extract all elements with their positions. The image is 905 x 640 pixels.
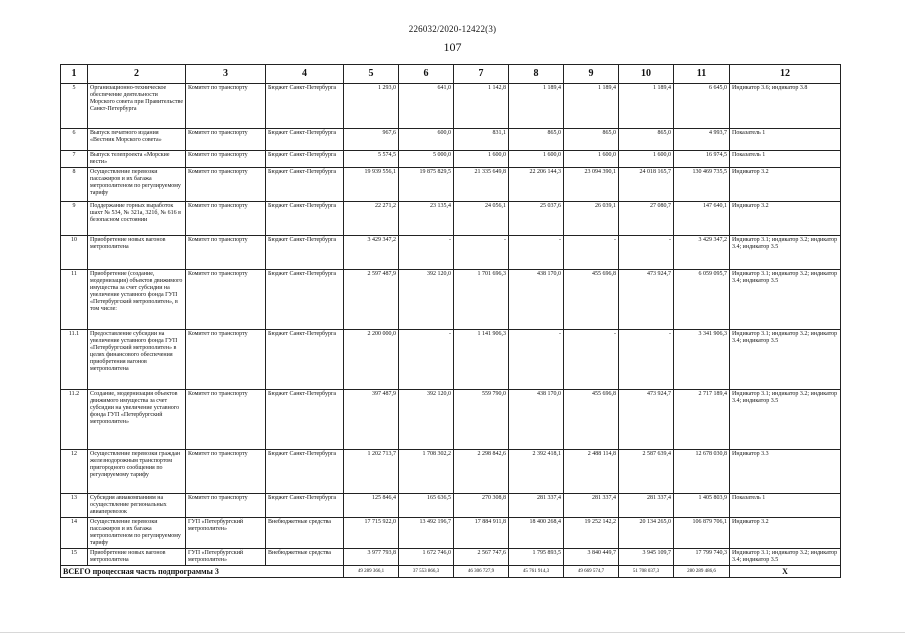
amount-cell: 1 405 803,9 xyxy=(674,494,730,518)
amount-cell: 6 645,0 xyxy=(674,84,730,129)
document-number: 226032/2020-12422(3) xyxy=(408,24,497,34)
amount-cell: 12 678 030,8 xyxy=(674,450,730,494)
activity-name-cell: Выпуск телепроекта «Морские вести» xyxy=(88,151,186,168)
table-row xyxy=(61,129,841,151)
amount-cell: 19 875 829,5 xyxy=(399,168,454,202)
total-amount-cell: 45 761 914,3 xyxy=(509,566,564,578)
row-number-cell: 12 xyxy=(61,450,88,494)
amount-cell: 1 142,8 xyxy=(454,84,509,129)
activity-name-cell: Приобретение (создание, модернизация) объектов движимого имущества за счет субсидии на увеличение уставного фонда ГУП «Петербургский метрополитен», в том числе: xyxy=(88,270,186,330)
table-row xyxy=(61,450,841,494)
row-number-cell: 9 xyxy=(61,202,88,236)
amount-cell: 2 597 487,9 xyxy=(344,270,399,330)
column-header: 2 xyxy=(88,65,186,84)
amount-cell: 270 308,8 xyxy=(454,494,509,518)
amount-cell: 19 939 556,1 xyxy=(344,168,399,202)
table-row xyxy=(61,390,841,450)
indicator-cell: Индикатор 3.2 xyxy=(730,202,841,236)
indicator-cell: Индикатор 3.1; индикатор 3.2; индикатор 3.4; индикатор 3.5 xyxy=(730,390,841,450)
total-amount-cell: 280 289 486,6 xyxy=(674,566,730,578)
amount-cell: 865,0 xyxy=(564,129,619,151)
indicator-cell: Показатель 1 xyxy=(730,494,841,518)
table-row xyxy=(61,168,841,202)
funding-source-cell: Бюджет Санкт-Петербурга xyxy=(266,236,344,270)
amount-cell: 1 672 746,0 xyxy=(399,549,454,566)
amount-cell: - xyxy=(564,236,619,270)
amount-cell: - xyxy=(399,330,454,390)
amount-cell: 559 790,0 xyxy=(454,390,509,450)
table-row xyxy=(61,518,841,549)
column-header: 7 xyxy=(454,65,509,84)
column-header: 1 xyxy=(61,65,88,84)
amount-cell: 23 135,4 xyxy=(399,202,454,236)
activity-name-cell: Осуществление перевозки пассажиров и их багажа метрополитеном по регулируемому тарифу xyxy=(88,518,186,549)
total-label-cell: ВСЕГО процессная часть подпрограммы 3 xyxy=(61,566,344,578)
amount-cell: 2 298 842,6 xyxy=(454,450,509,494)
amount-cell: 865,0 xyxy=(619,129,674,151)
amount-cell: 1 141 906,3 xyxy=(454,330,509,390)
funding-source-cell: Внебюджетные средства xyxy=(266,549,344,566)
amount-cell: 22 206 144,3 xyxy=(509,168,564,202)
indicator-cell: Индикатор 3.1; индикатор 3.2; индикатор 3.4; индикатор 3.5 xyxy=(730,270,841,330)
row-number-cell: 13 xyxy=(61,494,88,518)
indicator-cell: Индикатор 3.2 xyxy=(730,168,841,202)
total-amount-cell: 49 669 574,7 xyxy=(564,566,619,578)
amount-cell: - xyxy=(564,330,619,390)
amount-cell: 392 120,0 xyxy=(399,270,454,330)
column-header: 3 xyxy=(186,65,266,84)
amount-cell: 27 080,7 xyxy=(619,202,674,236)
amount-cell: 455 696,8 xyxy=(564,270,619,330)
amount-cell: 17 799 740,3 xyxy=(674,549,730,566)
funding-source-cell: Бюджет Санкт-Петербурга xyxy=(266,330,344,390)
activity-name-cell: Осуществление перевозки граждан железнодорожным транспортом пригородного сообщения по регулируемому тарифу xyxy=(88,450,186,494)
amount-cell: 147 640,1 xyxy=(674,202,730,236)
row-number-cell: 11 xyxy=(61,270,88,330)
activity-name-cell: Осуществление перевозки пассажиров и их багажа метрополитеном по регулируемому тарифу xyxy=(88,168,186,202)
total-amount-cell: 51 708 037,3 xyxy=(619,566,674,578)
executor-cell: Комитет по транспорту xyxy=(186,390,266,450)
executor-cell: Комитет по транспорту xyxy=(186,270,266,330)
row-number-cell: 14 xyxy=(61,518,88,549)
amount-cell: 2 392 418,1 xyxy=(509,450,564,494)
amount-cell: 16 974,5 xyxy=(674,151,730,168)
executor-cell: ГУП «Петербургский метрополитен» xyxy=(186,549,266,566)
amount-cell: 1 600,0 xyxy=(509,151,564,168)
amount-cell: 1 708 302,2 xyxy=(399,450,454,494)
total-amount-cell: 49 289 366,1 xyxy=(344,566,399,578)
table-row xyxy=(61,84,841,129)
amount-cell: 6 059 095,7 xyxy=(674,270,730,330)
table-row xyxy=(61,202,841,236)
executor-cell: Комитет по транспорту xyxy=(186,202,266,236)
amount-cell: 2 717 189,4 xyxy=(674,390,730,450)
activity-name-cell: Организационно-техническое обеспечение деятельности Морского совета при Правительстве Санкт-Петербурга xyxy=(88,84,186,129)
activity-name-cell: Приобретение новых вагонов метрополитена xyxy=(88,236,186,270)
funding-source-cell: Бюджет Санкт-Петербурга xyxy=(266,202,344,236)
funding-source-cell: Бюджет Санкт-Петербурга xyxy=(266,270,344,330)
column-header: 11 xyxy=(674,65,730,84)
activity-name-cell: Предоставление субсидии на увеличение уставного фонда ГУП «Петербургский метрополитен» в целях финансового обеспечения приобретения вагонов метрополитена xyxy=(88,330,186,390)
amount-cell: 1 600,0 xyxy=(564,151,619,168)
executor-cell: Комитет по транспорту xyxy=(186,330,266,390)
amount-cell: - xyxy=(509,330,564,390)
amount-cell: 1 600,0 xyxy=(454,151,509,168)
amount-cell: 1 189,4 xyxy=(619,84,674,129)
amount-cell: 17 715 922,0 xyxy=(344,518,399,549)
amount-cell: 5 574,5 xyxy=(344,151,399,168)
column-header: 9 xyxy=(564,65,619,84)
amount-cell: 1 293,0 xyxy=(344,84,399,129)
amount-cell: 473 924,7 xyxy=(619,270,674,330)
amount-cell: 438 170,0 xyxy=(509,390,564,450)
table-row xyxy=(61,236,841,270)
funding-source-cell: Бюджет Санкт-Петербурга xyxy=(266,168,344,202)
amount-cell: 2 488 114,8 xyxy=(564,450,619,494)
indicator-cell: Индикатор 3.2 xyxy=(730,518,841,549)
page-number: 107 xyxy=(443,40,462,54)
row-number-cell: 10 xyxy=(61,236,88,270)
executor-cell: Комитет по транспорту xyxy=(186,151,266,168)
amount-cell: 26 039,1 xyxy=(564,202,619,236)
activity-name-cell: Приобретение новых вагонов метрополитена xyxy=(88,549,186,566)
amount-cell: - xyxy=(619,236,674,270)
indicator-cell: Индикатор 3.1; индикатор 3.2; индикатор 3.4; индикатор 3.5 xyxy=(730,330,841,390)
amount-cell: 473 924,7 xyxy=(619,390,674,450)
total-amount-cell: 46 306 727,9 xyxy=(454,566,509,578)
amount-cell: 397 487,9 xyxy=(344,390,399,450)
executor-cell: Комитет по транспорту xyxy=(186,168,266,202)
program-table xyxy=(60,64,841,578)
executor-cell: ГУП «Петербургский метрополитен» xyxy=(186,518,266,549)
amount-cell: 3 341 906,3 xyxy=(674,330,730,390)
amount-cell: 22 271,2 xyxy=(344,202,399,236)
amount-cell: 600,0 xyxy=(399,129,454,151)
activity-name-cell: Выпуск печатного издания «Вестник Морского совета» xyxy=(88,129,186,151)
row-number-cell: 15 xyxy=(61,549,88,566)
amount-cell: - xyxy=(619,330,674,390)
amount-cell: - xyxy=(399,236,454,270)
row-number-cell: 5 xyxy=(61,84,88,129)
column-header: 6 xyxy=(399,65,454,84)
amount-cell: 2 587 639,4 xyxy=(619,450,674,494)
column-header: 10 xyxy=(619,65,674,84)
amount-cell: 24 056,1 xyxy=(454,202,509,236)
amount-cell: 2 200 000,0 xyxy=(344,330,399,390)
funding-source-cell: Бюджет Санкт-Петербурга xyxy=(266,129,344,151)
amount-cell: 20 134 265,0 xyxy=(619,518,674,549)
row-number-cell: 11.1 xyxy=(61,330,88,390)
column-header: 4 xyxy=(266,65,344,84)
activity-name-cell: Поддержание горных выработок шахт № 534, № 321а, 321б, № 616 в безопасном состоянии xyxy=(88,202,186,236)
amount-cell: 21 335 649,8 xyxy=(454,168,509,202)
funding-source-cell: Бюджет Санкт-Петербурга xyxy=(266,494,344,518)
amount-cell: 392 120,0 xyxy=(399,390,454,450)
column-header: 12 xyxy=(730,65,841,84)
executor-cell: Комитет по транспорту xyxy=(186,236,266,270)
amount-cell: 125 846,4 xyxy=(344,494,399,518)
amount-cell: 3 840 449,7 xyxy=(564,549,619,566)
row-number-cell: 7 xyxy=(61,151,88,168)
table-row xyxy=(61,549,841,566)
table-row xyxy=(61,270,841,330)
amount-cell: 3 977 793,8 xyxy=(344,549,399,566)
page-bottom-divider xyxy=(0,632,905,633)
row-number-cell: 8 xyxy=(61,168,88,202)
amount-cell: 438 170,0 xyxy=(509,270,564,330)
amount-cell: 18 400 268,4 xyxy=(509,518,564,549)
table-body xyxy=(61,84,841,578)
amount-cell: 13 492 196,7 xyxy=(399,518,454,549)
executor-cell: Комитет по транспорту xyxy=(186,84,266,129)
amount-cell: 3 429 347,2 xyxy=(674,236,730,270)
funding-source-cell: Бюджет Санкт-Петербурга xyxy=(266,151,344,168)
row-number-cell: 6 xyxy=(61,129,88,151)
total-indicator-cell: Х xyxy=(730,566,841,578)
amount-cell: 2 567 747,6 xyxy=(454,549,509,566)
indicator-cell: Индикатор 3.3 xyxy=(730,450,841,494)
amount-cell: 130 469 735,5 xyxy=(674,168,730,202)
total-amount-cell: 37 553 866,3 xyxy=(399,566,454,578)
funding-source-cell: Бюджет Санкт-Петербурга xyxy=(266,390,344,450)
amount-cell: 455 696,8 xyxy=(564,390,619,450)
funding-source-cell: Бюджет Санкт-Петербурга xyxy=(266,450,344,494)
indicator-cell: Индикатор 3.6; индикатор 3.8 xyxy=(730,84,841,129)
indicator-cell: Индикатор 3.1; индикатор 3.2; индикатор 3.4; индикатор 3.5 xyxy=(730,549,841,566)
amount-cell: - xyxy=(509,236,564,270)
amount-cell: 281 337,4 xyxy=(564,494,619,518)
table-header-row xyxy=(61,65,841,84)
amount-cell: 1 795 893,5 xyxy=(509,549,564,566)
amount-cell: 4 993,7 xyxy=(674,129,730,151)
executor-cell: Комитет по транспорту xyxy=(186,494,266,518)
amount-cell: 865,0 xyxy=(509,129,564,151)
funding-source-cell: Бюджет Санкт-Петербурга xyxy=(266,84,344,129)
total-row xyxy=(61,566,841,578)
funding-source-cell: Внебюджетные средства xyxy=(266,518,344,549)
amount-cell: 17 884 911,8 xyxy=(454,518,509,549)
amount-cell: - xyxy=(454,236,509,270)
amount-cell: 281 337,4 xyxy=(509,494,564,518)
indicator-cell: Индикатор 3.1; индикатор 3.2; индикатор 3.4; индикатор 3.5 xyxy=(730,236,841,270)
table-row xyxy=(61,330,841,390)
amount-cell: 1 600,0 xyxy=(619,151,674,168)
amount-cell: 831,1 xyxy=(454,129,509,151)
amount-cell: 3 429 347,2 xyxy=(344,236,399,270)
executor-cell: Комитет по транспорту xyxy=(186,129,266,151)
amount-cell: 1 189,4 xyxy=(564,84,619,129)
table-row xyxy=(61,494,841,518)
amount-cell: 1 189,4 xyxy=(509,84,564,129)
amount-cell: 23 094 390,1 xyxy=(564,168,619,202)
amount-cell: 25 037,6 xyxy=(509,202,564,236)
activity-name-cell: Создание, модернизация объектов движимого имущества за счет субсидии на увеличение уставного фонда ГУП «Петербургский метрополитен» xyxy=(88,390,186,450)
executor-cell: Комитет по транспорту xyxy=(186,450,266,494)
indicator-cell: Показатель 1 xyxy=(730,151,841,168)
activity-name-cell: Субсидия авиакомпаниям на осуществление региональных авиаперевозок xyxy=(88,494,186,518)
amount-cell: 1 701 696,3 xyxy=(454,270,509,330)
amount-cell: 281 337,4 xyxy=(619,494,674,518)
amount-cell: 106 879 706,1 xyxy=(674,518,730,549)
amount-cell: 3 945 109,7 xyxy=(619,549,674,566)
amount-cell: 165 636,5 xyxy=(399,494,454,518)
amount-cell: 641,0 xyxy=(399,84,454,129)
row-number-cell: 11.2 xyxy=(61,390,88,450)
amount-cell: 1 202 713,7 xyxy=(344,450,399,494)
amount-cell: 967,6 xyxy=(344,129,399,151)
amount-cell: 19 252 142,2 xyxy=(564,518,619,549)
column-header: 5 xyxy=(344,65,399,84)
indicator-cell: Показатель 1 xyxy=(730,129,841,151)
amount-cell: 24 018 165,7 xyxy=(619,168,674,202)
column-header: 8 xyxy=(509,65,564,84)
amount-cell: 5 000,0 xyxy=(399,151,454,168)
table-row xyxy=(61,151,841,168)
